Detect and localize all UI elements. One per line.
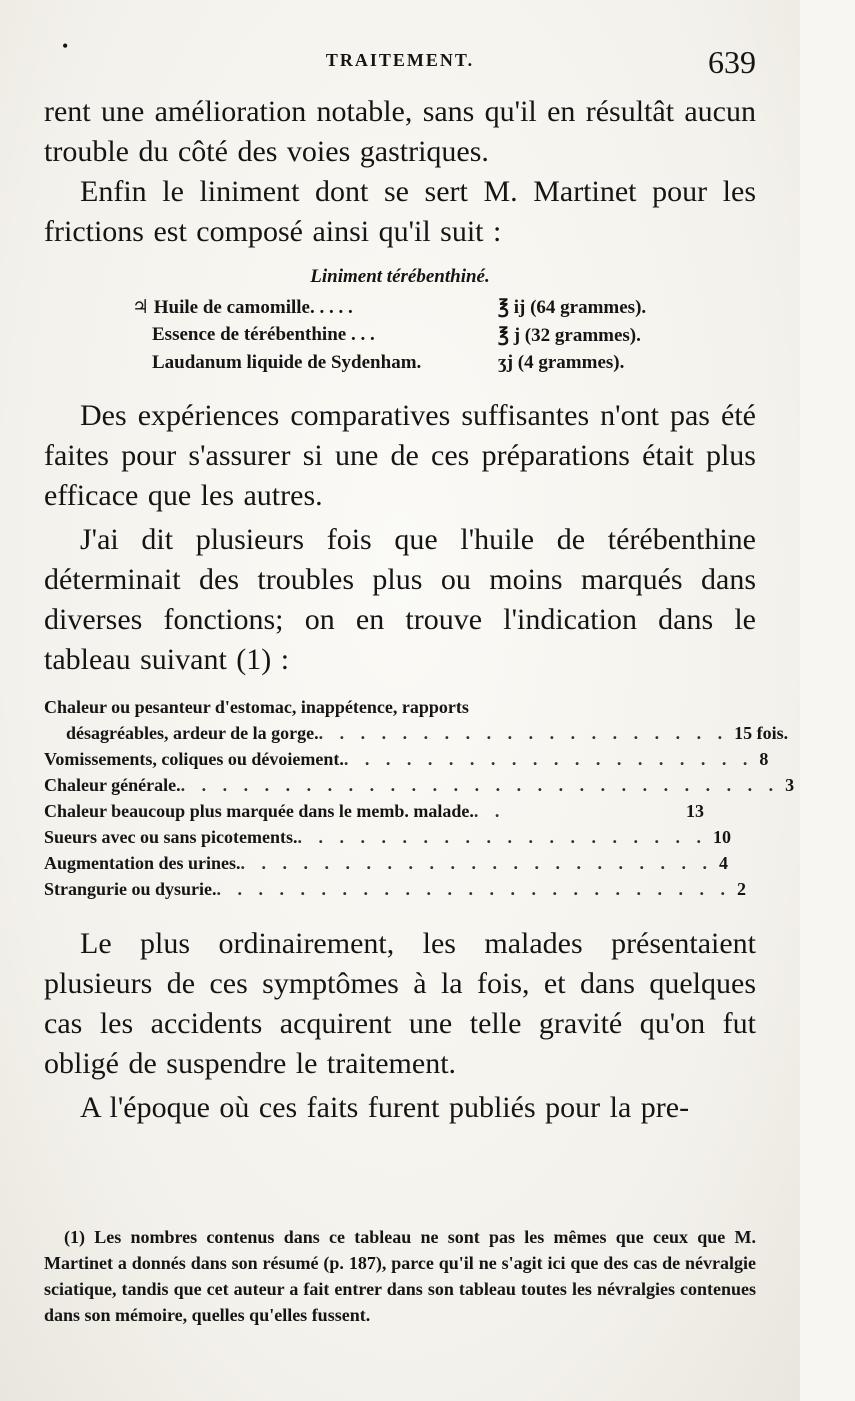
symptom-label: Chaleur générale. [44,775,181,795]
symptom-count: 2 [737,879,747,899]
leader-dots: . . . . . . . . . . . . . . . . . . . . . . . [240,853,714,873]
symptoms-table [44,694,795,902]
table-row [44,720,789,746]
table-row [44,824,756,850]
paragraph-liniment-intro: Enfin le liniment dont se sert M. Martinet pour les frictions est composé ainsi qu'il suit : [44,175,756,248]
symptom-label: Vomissements, coliques ou dévoiement. [44,749,344,769]
paragraph-publication: A l'époque où ces faits furent publiés pour la pre- [80,1091,690,1124]
recipe-item [44,324,756,350]
margin-mark: • [62,36,69,56]
symptom-count: 4 [719,853,729,873]
symptom-count: 15 fois. [734,723,789,743]
recipe-ingredient: ♃ Huile de camomille. . . . . [132,297,353,318]
leader-dots: . . . . . . . . . . . . . . . . . . . . [297,827,708,847]
symptom-label: Chaleur beaucoup plus marquée dans le memb. malade. [44,801,474,821]
paragraph-experiences: Des expériences comparatives suffisantes n'ont pas été faites pour s'assurer si une de ces préparations était plus efficace que les autres. [44,399,756,512]
main-text-top [44,92,795,1128]
running-title: TRAITEMENT. [325,50,475,70]
symptom-count: 8 [759,749,769,769]
table-row [44,850,756,876]
table-row [44,746,769,772]
paragraph-symptoms-summary: Le plus ordinairement, les malades présentaient plusieurs de ces symptômes à la fois, et dans quelques cas les accidents acquirent une telle gravité qu'on fut obligé de suspendre le traitement. [44,927,756,1080]
recipe-dose: ℥ ij (64 grammes). [498,297,647,318]
leader-dots: . . . . . . . . . . . . . . . . . . . . [343,749,754,769]
leader-dots: . . . . . . . . . . . . . . . . . . . . . . . . . . . . . [180,775,780,795]
symptom-label-continued: désagréables, ardeur de la gorge. [66,723,319,743]
symptom-count: 10 [713,827,732,847]
recipe-dose: ℥ j (32 grammes). [498,325,641,346]
footnote-text: (1) Les nombres contenus dans ce tableau ne sont pas les mêmes que ceux que M. Martinet a donnés dans son résumé (p. 187), parce qu'il ne s'agit ici que des cas de névralgie sciatique, tandis que cet auteur a fait entrer dans son tableau toutes les névralgies contenues dans son mémoire, quelles qu'elles fussent. [44,1227,756,1325]
leader-dots: . . [473,801,506,821]
symptom-count: 3 [785,775,795,795]
leader-dots: . . . . . . . . . . . . . . . . . . . . . . . . . [216,879,732,899]
recipe-item [44,296,756,322]
table-row [44,798,756,824]
recipe-ingredient: Laudanum liquide de Sydenham. [152,352,422,373]
table-row [44,876,756,902]
leader-dots: . . . . . . . . . . . . . . . . . . . . [318,723,729,743]
paragraph-continuation: rent une amélioration notable, sans qu'il en résultât aucun trouble du côté des voies gastriques. [44,95,756,168]
recipe-title: Liniment térébenthiné. [310,266,490,287]
symptom-label: Chaleur ou pesanteur d'estomac, inappétence, rapports [44,697,469,717]
table-row [44,772,795,798]
page-number: 639 [708,44,756,80]
symptom-label: Augmentation des urines. [44,853,241,873]
recipe-ingredient: Essence de térébenthine . . . [152,324,375,345]
table-row [44,694,756,720]
recipe-list [44,296,756,382]
paragraph-table-intro: J'ai dit plusieurs fois que l'huile de térébenthine déterminait des troubles plus ou moins marqués dans diverses fonctions; on en trouve l'indication dans le tableau suivant (1) : [44,523,756,676]
recipe-item [44,352,756,378]
page-header [40,36,760,86]
footnote [44,1224,756,1328]
recipe-dose: ʒj (4 grammes). [498,352,625,373]
symptom-label: Sueurs avec ou sans picotements. [44,827,298,847]
symptom-label: Strangurie ou dysurie. [44,879,217,899]
symptom-count: 13 [686,801,704,821]
